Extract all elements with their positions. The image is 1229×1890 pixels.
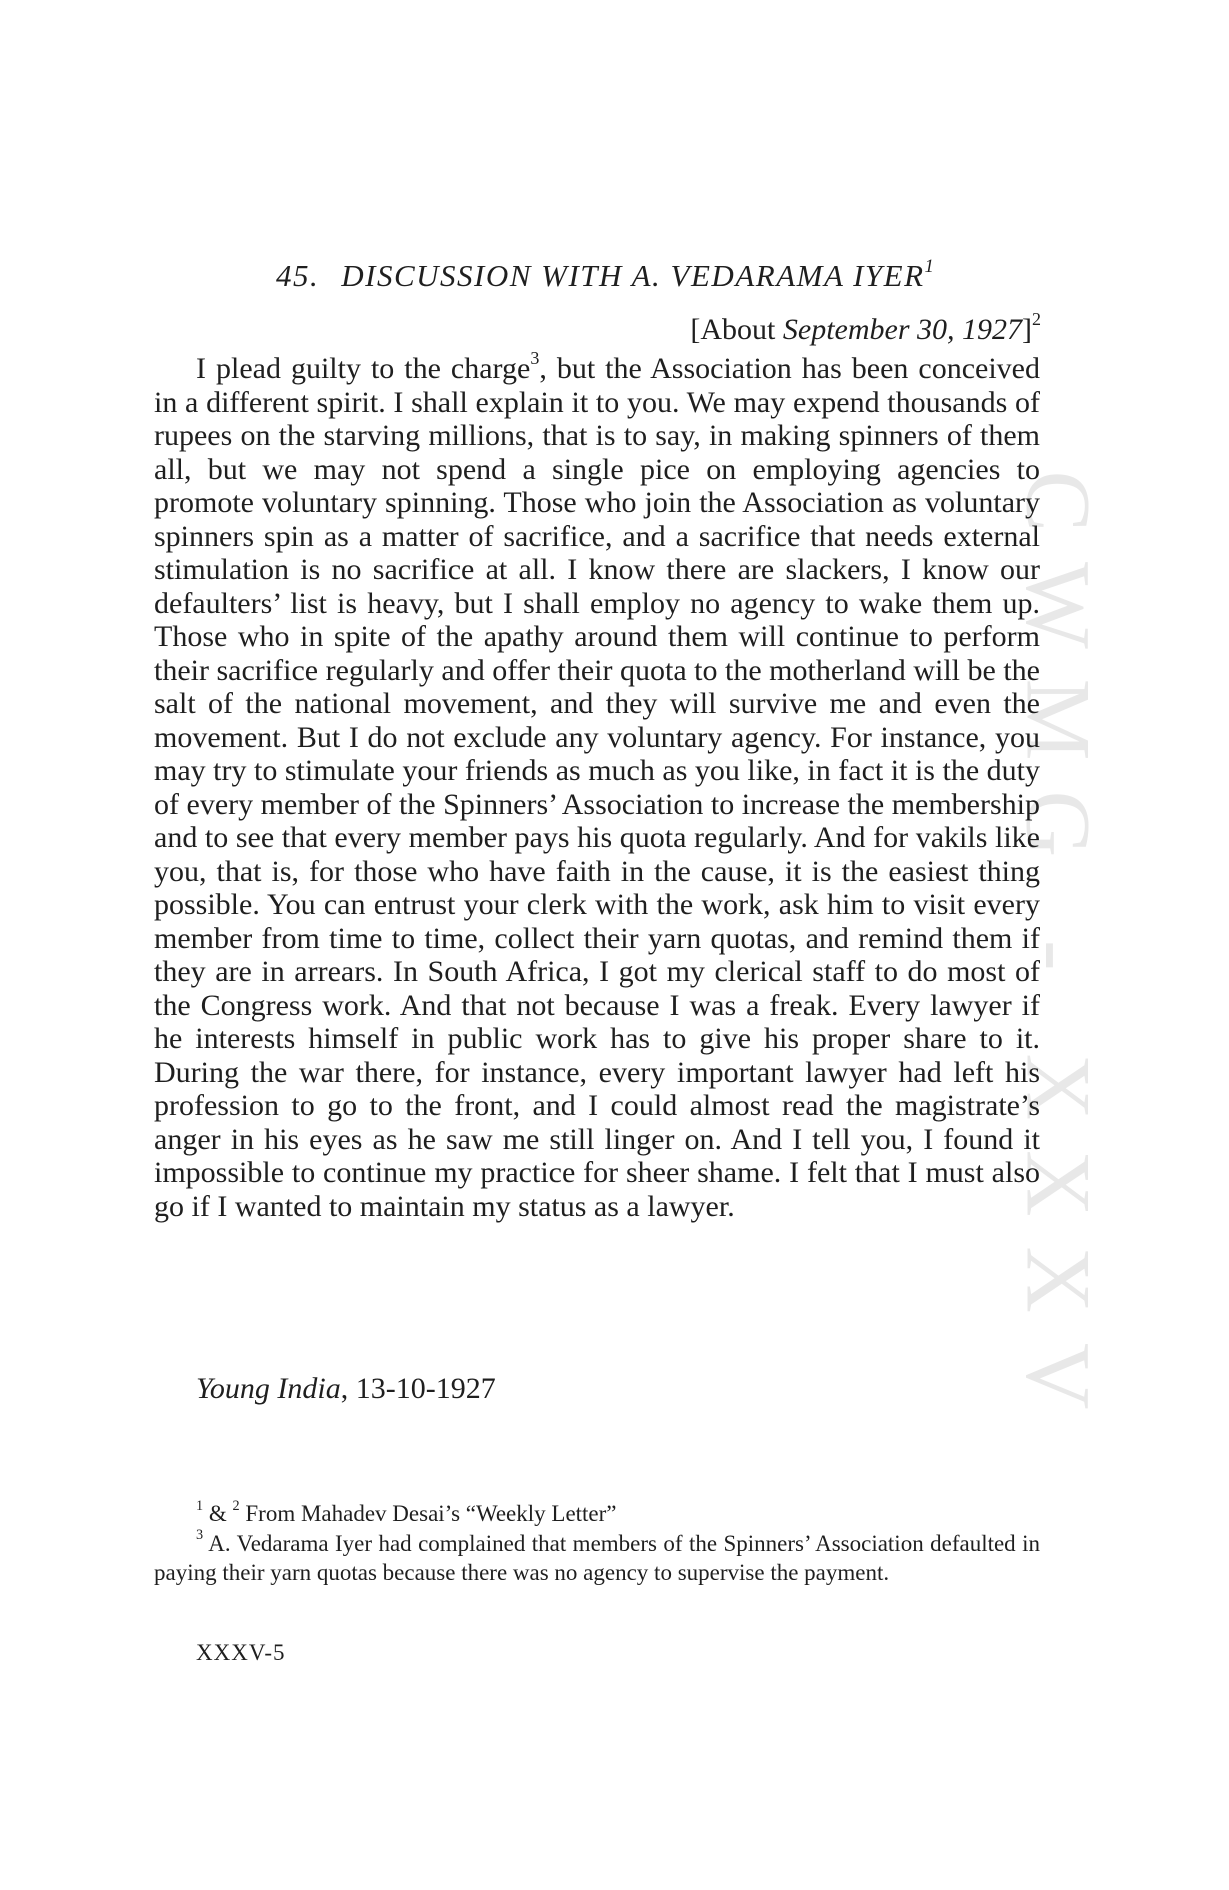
dateline-open: [About xyxy=(690,313,783,346)
page-identifier: XXXV-5 xyxy=(196,1640,286,1665)
footnote-ref-3: 3 xyxy=(196,1527,204,1543)
footnote-amp: & xyxy=(203,1501,233,1526)
dateline xyxy=(690,309,1041,347)
body-footnote-ref: 3 xyxy=(530,348,540,369)
footnote-1-2-text: From Mahadev Desai’s “Weekly Letter” xyxy=(239,1501,617,1526)
footnotes xyxy=(154,1499,1040,1588)
footnote-3 xyxy=(154,1529,1040,1588)
heading-title: DISCUSSION WITH A. VEDARAMA IYER xyxy=(341,258,925,293)
source-publication: Young India xyxy=(196,1372,341,1405)
heading-number: 45. xyxy=(276,258,320,293)
footnote-1-2 xyxy=(154,1499,1040,1529)
source-citation xyxy=(196,1372,496,1406)
body-paragraph xyxy=(154,348,1041,1223)
footnote-ref-1: 1 xyxy=(196,1497,204,1514)
footnote-3-text: A. Vedarama Iyer had complained that members of the Spinners’ Association defaulted in paying their yarn quotas because there was no agency to supervise the payment. xyxy=(154,1530,1040,1585)
document-heading xyxy=(276,255,936,294)
body-text-start: I plead guilty to the charge xyxy=(196,352,531,385)
footnote-ref-2: 2 xyxy=(232,1497,240,1514)
dateline-date: September 30, 1927 xyxy=(782,313,1022,346)
dateline-footnote-ref: 2 xyxy=(1032,309,1041,330)
source-date: , 13-10-1927 xyxy=(340,1372,496,1405)
watermark-text: CWMG - XXXV xyxy=(1007,470,1109,1440)
body-text-rest: , but the Association has been conceived in a different spirit. I shall explain it to you. We may expend thousands of rupees on the starving millions, that is to say, in making spinners of them all, but we may not spend a single pice on employing agencies to promote voluntary spinning. Those who join the Association as voluntary spinners spin as a matter of sacrifice, and a sacrifice that needs external stimulation is no sacrifice at all. I know there are slackers, I know our defaulters’ list is heavy, but I shall employ no agency to wake them up. Those who in spite of the apathy around them will continue to perform their sacrifice regularly and offer their quota to the motherland will be the salt of the national movement, and they will survive me and even the movement. But I do not exclude any voluntary agency. For instance, you may try to stimulate your friends as much as you like, in fact it is the duty of every member of the Spinners’ Association to increase the membership and to see that every member pays his quota regularly. And for vakils like you, that is, for those who have faith in the cause, it is the easiest thing possible. You can entrust your clerk with the work, ask him to visit every member from time to time, collect their yarn quotas, and remind them if they are in arrears. In South Africa, I got my clerical staff to do most of the Congress work. And that not because I was a freak. Every lawyer if he interests himself in public work has to give his proper share to it. During the war there, for instance, every important lawyer had left his profession to go to the front, and I could almost read the magistrate’s anger in his eyes as he saw me still linger on. And I tell you, I found it impossible to continue my practice for sheer shame. I felt that I must also go if I wanted to maintain my status as a lawyer. xyxy=(154,352,1041,1223)
heading-footnote-ref: 1 xyxy=(924,255,936,277)
dateline-close: ] xyxy=(1022,313,1032,346)
